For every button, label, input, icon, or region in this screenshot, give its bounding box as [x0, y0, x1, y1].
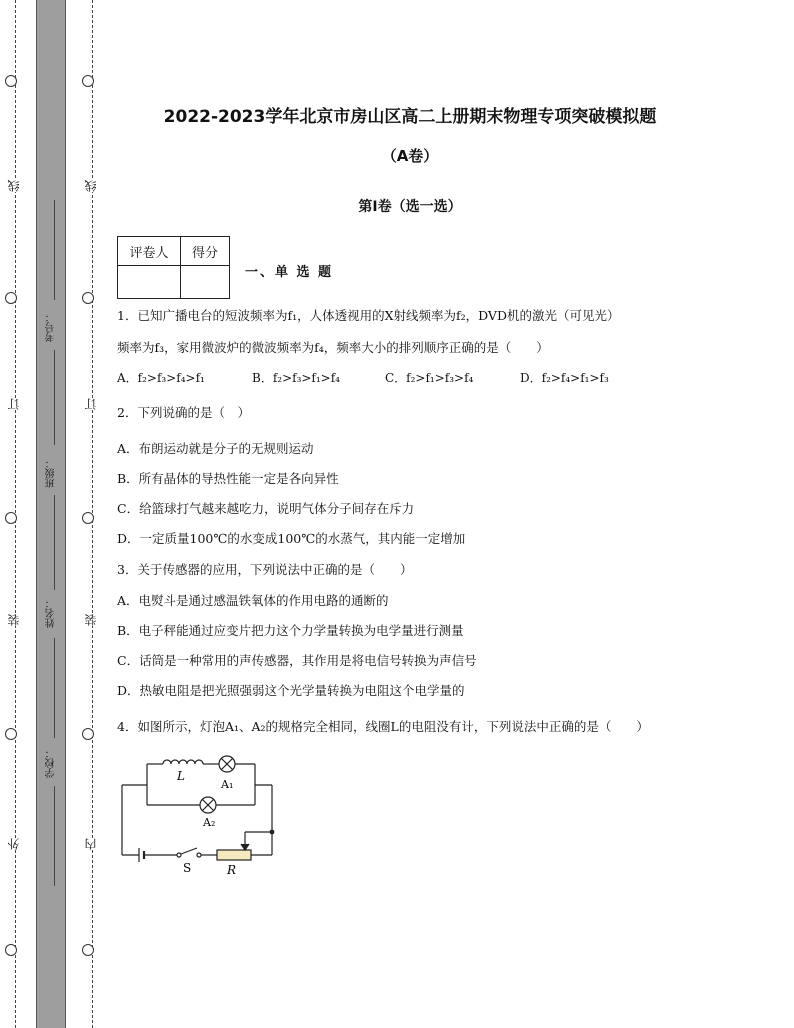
field-school: 学校： — [46, 748, 57, 778]
binding-char: 内 — [84, 838, 98, 850]
punch-hole — [82, 292, 94, 304]
binding-strip — [36, 0, 66, 1028]
field-line — [54, 350, 55, 445]
binding-char: 订 — [7, 398, 21, 410]
field-class: 班级： — [46, 458, 57, 488]
binding-char: 线 — [7, 180, 21, 192]
volume-title: 第I卷（选一选） — [358, 199, 462, 215]
field-line — [54, 786, 55, 886]
circuit-diagram — [117, 752, 287, 880]
punch-hole — [5, 728, 17, 740]
section-title: 一、单 选 题 — [245, 265, 334, 280]
score-cell[interactable] — [181, 266, 230, 299]
lamp-1-label: A₁ — [221, 778, 234, 791]
field-line — [54, 200, 55, 300]
grader-header: 评卷人 — [118, 237, 181, 266]
switch-label: S — [183, 861, 192, 875]
punch-hole — [5, 512, 17, 524]
lamp-2-label: A₂ — [203, 816, 216, 829]
punch-hole — [82, 512, 94, 524]
question-2-option-d: D．一定质量100℃的水变成100℃的水蒸气，其内能一定增加 — [117, 531, 466, 546]
binding-char: 线 — [84, 180, 98, 192]
punch-hole — [82, 944, 94, 956]
binding-char: 外 — [7, 838, 21, 850]
grader-cell[interactable] — [118, 266, 181, 299]
question-1-line-1: 1．已知广播电台的短波频率为f₁，人体透视用的X射线频率为f₂，DVD机的激光（可见光） — [117, 308, 620, 323]
binding-char: 订 — [84, 398, 98, 410]
question-3-stem: 3．关于传感器的应用，下列说法中正确的是（ ） — [117, 562, 413, 577]
question-2-option-c: C．给篮球打气越来越吃力，说明气体分子间存在斥力 — [117, 501, 415, 516]
question-3-option-d: D．热敏电阻是把光照强弱这个光学量转换为电阻这个电学量的 — [117, 683, 465, 698]
score-table — [117, 236, 230, 299]
field-line — [54, 495, 55, 590]
field-line — [54, 638, 55, 738]
question-3-option-b: B．电子秤能通过应变片把力这个力学量转换为电学量进行测量 — [117, 623, 464, 638]
page-title: 2022-2023学年北京市房山区高二上册期末物理专项突破模拟题 — [163, 107, 657, 127]
question-2-option-a: A．布朗运动就是分子的无规则运动 — [117, 441, 314, 456]
question-1-option-d: D．f₂>f₄>f₁>f₃ — [520, 371, 609, 385]
question-1-option-c: C．f₂>f₁>f₃>f₄ — [385, 371, 474, 385]
field-name: 姓名： — [46, 598, 57, 628]
question-1-option-a: A．f₂>f₃>f₄>f₁ — [117, 371, 205, 385]
punch-hole — [5, 75, 17, 87]
punch-hole — [82, 75, 94, 87]
question-2-stem: 2．下列说确的是（ ） — [117, 405, 250, 420]
coil-label: L — [177, 769, 185, 783]
binding-margin — [0, 0, 110, 1028]
page-subtitle: （A卷） — [381, 147, 439, 165]
binding-char: 装 — [84, 614, 98, 626]
punch-hole — [5, 292, 17, 304]
question-4-stem: 4．如图所示，灯泡A₁、A₂的规格完全相同，线圈L的电阻没有计，下列说法中正确的是（ ） — [117, 719, 649, 734]
question-2-option-b: B．所有晶体的导热性能一定是各向异性 — [117, 471, 339, 486]
field-exam-number: 考号： — [46, 312, 57, 342]
question-1-line-2: 频率为f₃，家用微波炉的微波频率为f₄，频率大小的排列顺序正确的是（ ） — [117, 340, 549, 355]
punch-hole — [5, 944, 17, 956]
binding-char: 装 — [7, 614, 21, 626]
question-3-option-c: C．话筒是一种常用的声传感器，其作用是将电信号转换为声信号 — [117, 653, 477, 668]
resistor-label: R — [227, 863, 237, 877]
punch-hole — [82, 728, 94, 740]
question-3-option-a: A．电熨斗是通过感温铁氧体的作用电路的通断的 — [117, 593, 389, 608]
score-header: 得分 — [181, 237, 230, 266]
question-1-option-b: B．f₂>f₃>f₁>f₄ — [252, 371, 340, 385]
